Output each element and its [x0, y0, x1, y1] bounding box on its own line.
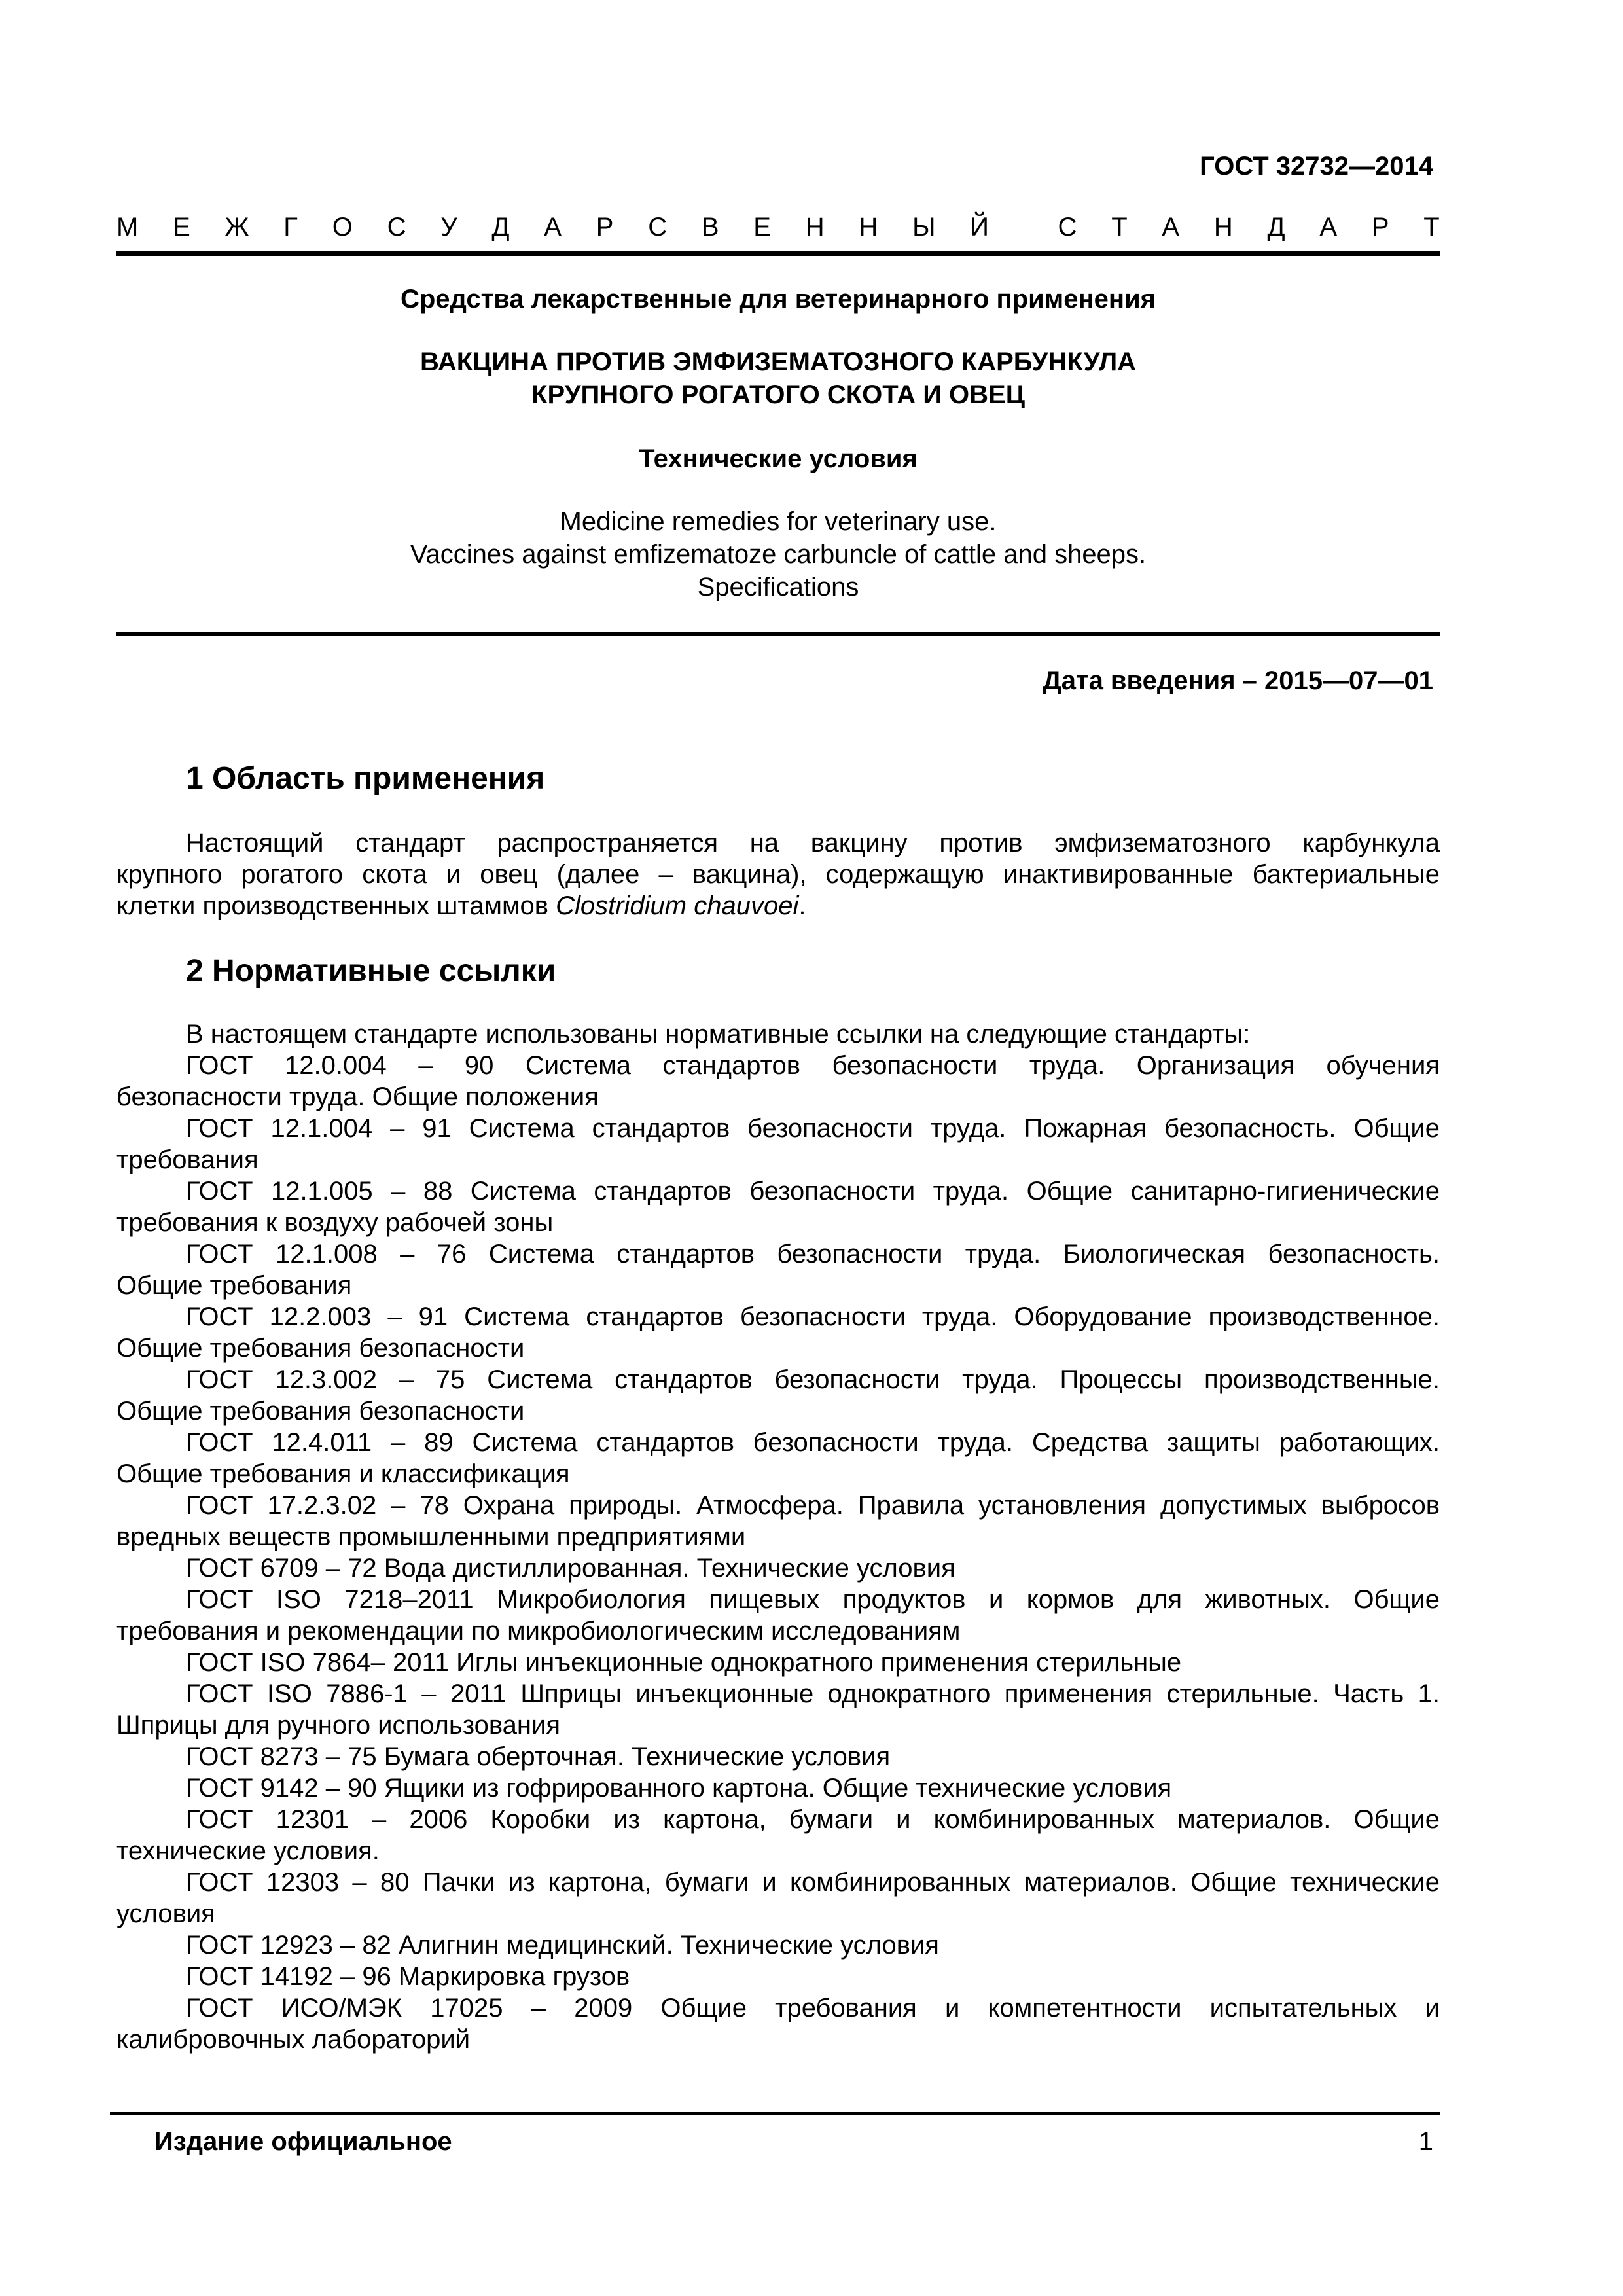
- reference-item-continuation: условия: [116, 1899, 215, 1928]
- reference-item: ГОСТ 12.1.004 – 91 Система стандартов безопасности труда. Пожарная безопасность. Общие: [186, 1114, 1440, 1143]
- reference-item-continuation: требования и рекомендации по микробиологическим исследованиям: [116, 1617, 961, 1645]
- english-title-line-2: Vaccines against emfizematoze carbuncle of cattle and sheeps.: [410, 540, 1147, 569]
- reference-item-continuation: вредных веществ промышленными предприятиями: [116, 1522, 746, 1551]
- banner-letter: У: [440, 213, 457, 242]
- section-1-line-3-prefix: клетки производственных штаммов: [116, 891, 556, 920]
- reference-item: ГОСТ 8273 – 75 Бумага оберточная. Технические условия: [186, 1742, 891, 1771]
- reference-item: ГОСТ 17.2.3.02 – 78 Охрана природы. Атмосфера. Правила установления допустимых выбросов: [186, 1491, 1440, 1520]
- reference-item-continuation: Шприцы для ручного использования: [116, 1711, 561, 1740]
- section-1-paragraph: [116, 827, 1440, 922]
- reference-item: ГОСТ 12.1.005 – 88 Система стандартов безопасности труда. Общие санитарно-гигиенические: [186, 1177, 1440, 1206]
- reference-item: ГОСТ 9142 – 90 Ящики из гофрированного картона. Общие технические условия: [186, 1774, 1172, 1803]
- reference-item: ГОСТ 14192 – 96 Маркировка грузов: [186, 1962, 630, 1991]
- reference-item: ГОСТ ISO 7218–2011 Микробиология пищевых продуктов и кормов для животных. Общие: [186, 1585, 1440, 1614]
- banner-letter: С: [648, 213, 668, 242]
- footer-rule: [110, 2112, 1440, 2115]
- banner-letter: Т: [1423, 213, 1440, 242]
- reference-item: ГОСТ 12301 – 2006 Коробки из картона, бумаги и комбинированных материалов. Общие: [186, 1805, 1440, 1834]
- english-title-line-1: Medicine remedies for veterinary use.: [560, 507, 997, 536]
- official-edition-label: Издание официальное: [154, 2127, 452, 2156]
- banner-letter: В: [701, 213, 719, 242]
- reference-item: ГОСТ 12923 – 82 Алигнин медицинский. Технические условия: [186, 1931, 939, 1960]
- banner-letter: Н: [805, 213, 825, 242]
- reference-item-continuation: Общие требования безопасности: [116, 1397, 525, 1426]
- section-1-line-1: Настоящий стандарт распространяется на вакцину против эмфизематозного карбункула: [186, 829, 1440, 857]
- banner-letter: Ы: [912, 213, 936, 242]
- banner-letter: Е: [173, 213, 190, 242]
- section-2-heading: 2 Нормативные ссылки: [186, 954, 556, 988]
- banner-letter: А: [544, 213, 562, 242]
- reference-item: ГОСТ ISO 7864– 2011 Иглы инъекционные однократного применения стерильные: [186, 1648, 1182, 1677]
- banner-letter: Д: [491, 213, 510, 242]
- reference-item-continuation: требования к воздуху рабочей зоны: [116, 1208, 554, 1237]
- reference-item: ГОСТ 12.2.003 – 91 Система стандартов безопасности труда. Оборудование производственное.: [186, 1302, 1440, 1331]
- reference-item: ГОСТ 12.4.011 – 89 Система стандартов безопасности труда. Средства защиты работающих.: [186, 1428, 1440, 1457]
- reference-item: ГОСТ 12.3.002 – 75 Система стандартов безопасности труда. Процессы производственные.: [186, 1365, 1440, 1394]
- banner-letter: А: [1162, 213, 1180, 242]
- introduction-date: Дата введения – 2015—07—01: [1043, 666, 1433, 695]
- banner-letter: С: [1058, 213, 1077, 242]
- section-1-line-3: [116, 890, 1440, 922]
- document-category: Средства лекарственные для ветеринарного применения: [400, 285, 1156, 314]
- references-list: [116, 1018, 1440, 2055]
- banner-letter: Й: [970, 213, 989, 242]
- title-rule: [116, 632, 1440, 636]
- banner-letter: Е: [753, 213, 771, 242]
- banner-letter: Ж: [224, 213, 249, 242]
- page-number: 1: [1418, 2127, 1433, 2156]
- section-1-line-3-suffix: .: [798, 891, 806, 920]
- reference-item: ГОСТ ИСО/МЭК 17025 – 2009 Общие требования и компетентности испытательных и: [186, 1994, 1440, 2022]
- banner-letter: Р: [596, 213, 614, 242]
- reference-item-continuation: Общие требования: [116, 1271, 352, 1300]
- banner-letter: Р: [1371, 213, 1389, 242]
- standard-code: ГОСТ 32732—2014: [1200, 152, 1433, 181]
- banner-letter: Г: [283, 213, 298, 242]
- reference-item-continuation: Общие требования безопасности: [116, 1334, 525, 1363]
- strain-name: Clostridium chauvoei: [556, 891, 799, 920]
- document-title-line-2: КРУПНОГО РОГАТОГО СКОТА И ОВЕЦ: [531, 380, 1025, 409]
- banner-letter: Д: [1267, 213, 1285, 242]
- banner-letter: М: [116, 213, 139, 242]
- references-intro: В настоящем стандарте использованы нормативные ссылки на следующие стандарты:: [186, 1020, 1251, 1049]
- english-title-line-3: Specifications: [697, 573, 859, 601]
- reference-item: ГОСТ ISO 7886-1 – 2011 Шприцы инъекционные однократного применения стерильные. Часть 1.: [186, 1679, 1440, 1708]
- reference-item: ГОСТ 12.0.004 – 90 Система стандартов безопасности труда. Организация обучения: [186, 1051, 1440, 1080]
- banner-letter: Н: [859, 213, 878, 242]
- reference-item: ГОСТ 6709 – 72 Вода дистиллированная. Технические условия: [186, 1554, 955, 1583]
- banner-letter: А: [1319, 213, 1338, 242]
- reference-item-continuation: калибровочных лабораторий: [116, 2025, 471, 2054]
- section-1-heading: 1 Область применения: [186, 761, 545, 796]
- reference-item-continuation: Общие требования и классификация: [116, 1460, 570, 1488]
- banner-letter: Т: [1111, 213, 1128, 242]
- document-title-line-1: ВАКЦИНА ПРОТИВ ЭМФИЗЕМАТОЗНОГО КАРБУНКУЛА: [419, 348, 1137, 376]
- section-1-line-2: крупного рогатого скота и овец (далее – вакцина), содержащую инактивированные бактериальные: [116, 860, 1440, 889]
- interstate-standard-banner: [116, 213, 1440, 242]
- reference-item-continuation: технические условия.: [116, 1837, 380, 1865]
- document-subtitle: Технические условия: [639, 444, 918, 473]
- banner-letter: Н: [1213, 213, 1233, 242]
- banner-letter: С: [387, 213, 406, 242]
- reference-item: ГОСТ 12303 – 80 Пачки из картона, бумаги и комбинированных материалов. Общие технические: [186, 1868, 1440, 1897]
- reference-item-continuation: требования: [116, 1145, 259, 1174]
- header-rule: [116, 251, 1440, 256]
- banner-letter: О: [332, 213, 353, 242]
- reference-item-continuation: безопасности труда. Общие положения: [116, 1083, 599, 1111]
- reference-item: ГОСТ 12.1.008 – 76 Система стандартов безопасности труда. Биологическая безопасность.: [186, 1240, 1440, 1268]
